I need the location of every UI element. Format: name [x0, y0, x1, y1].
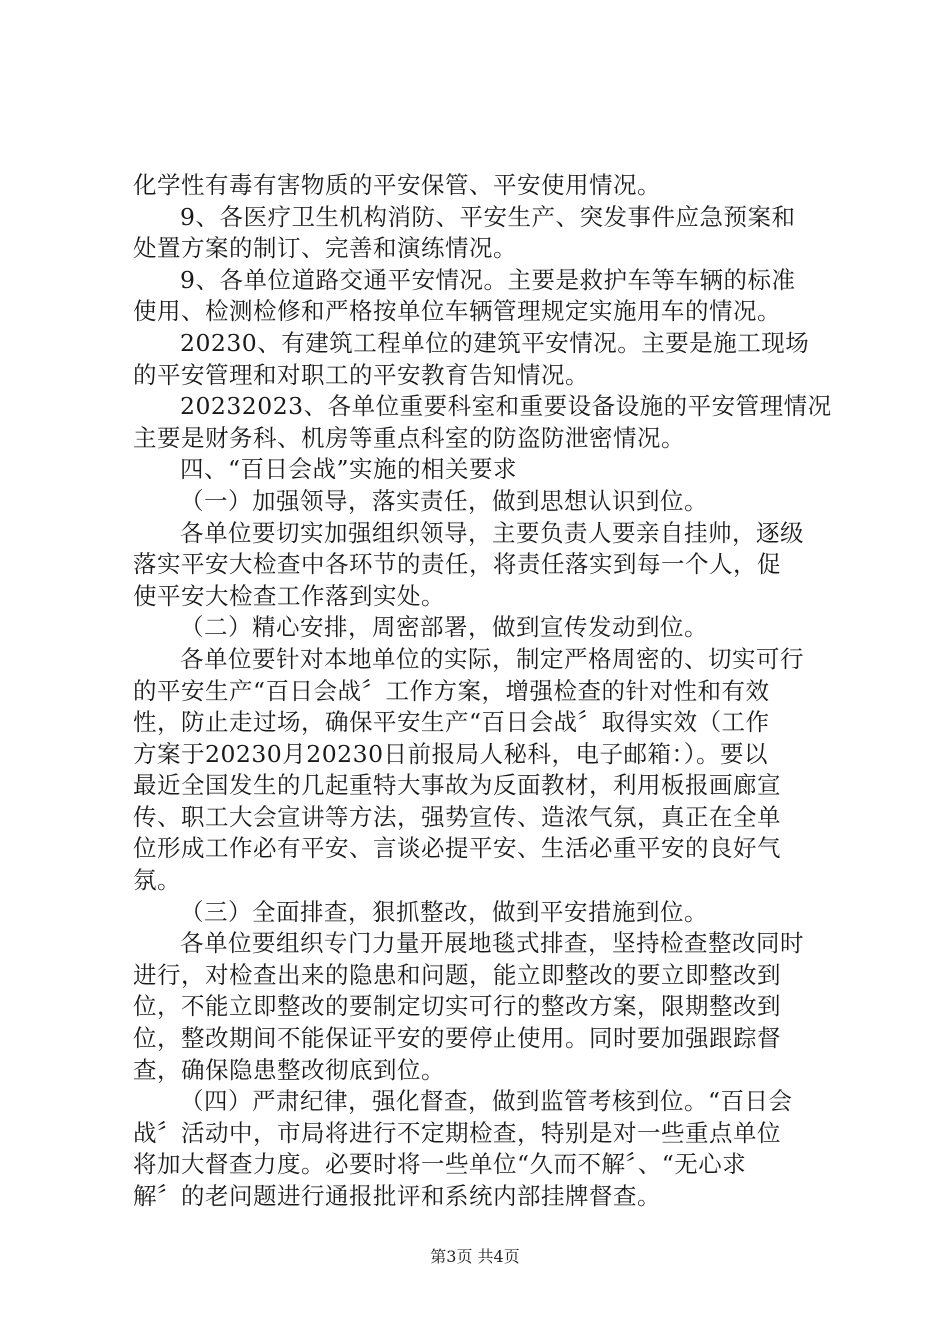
- text-line: 化学性有毒有害物质的平安保管、平安使用情况。: [133, 171, 661, 199]
- text-line: 氛。: [133, 866, 181, 895]
- text-line: 性，防止走过场，确保平安生产“百日会战〞取得实效（工作: [133, 708, 770, 737]
- text-line: 落实平安大检查中各环节的责任，将责任落实到每一个人，促: [133, 550, 781, 579]
- text-line: 处置方案的制订、完善和演练情况。: [133, 234, 517, 263]
- text-line: 各单位要组织专门力量开展地毯式排查，坚持检查整改同时: [180, 929, 804, 958]
- text-line: 传、职工大会宣讲等方法，强势宣传、造浓气氛，真正在全单: [133, 802, 781, 831]
- text-line: 最近全国发生的几起重特大事故为反面教材，利用板报画廊宣: [133, 771, 781, 800]
- text-line: 的平安管理和对职工的平安教育告知情况。: [133, 360, 589, 389]
- text-line: 战〞活动中，市局将进行不定期检查，特别是对一些重点单位: [133, 1118, 781, 1147]
- text-line: 使平安大检查工作落到实处。: [133, 581, 445, 610]
- text-line: （二）精心安排，周密部署，做到宣传发动到位。: [180, 613, 708, 642]
- text-line: 四、“百日会战”实施的相关要求: [180, 455, 518, 484]
- text-line: 20232023、各单位重要科室和重要设备设施的平安管理情况: [180, 392, 832, 421]
- text-line: 方案于20230月20230日前报局人秘科，电子邮箱：）。要以: [133, 739, 769, 768]
- text-line: 9、各医疗卫生机构消防、平安生产、突发事件应急预案和: [180, 202, 796, 231]
- text-line: 20230、有建筑工程单位的建筑平安情况。主要是施工现场: [180, 328, 810, 357]
- text-line: （一）加强领导，落实责任，做到思想认识到位。: [180, 486, 708, 515]
- text-line: 位，整改期间不能保证平安的要停止使用。同时要加强跟踪督: [133, 1024, 781, 1053]
- text-line: 查，确保隐患整改彻底到位。: [133, 1055, 445, 1084]
- text-line: 进行，对检查出来的隐患和问题，能立即整改的要立即整改到: [133, 960, 781, 989]
- text-line: 使用、检测检修和严格按单位车辆管理规定实施用车的情况。: [133, 297, 781, 326]
- text-line: 各单位要切实加强组织领导，主要负责人要亲自挂帅，逐级: [180, 518, 804, 547]
- text-line: （四）严肃纪律，强化督查，做到监管考核到位。“百日会: [180, 1087, 793, 1116]
- text-line: 解〞的老问题进行通报批评和系统内部挂牌督查。: [133, 1182, 661, 1210]
- text-line: 9、各单位道路交通平安情况。主要是救护车等车辆的标准: [180, 265, 796, 294]
- text-line: 主要是财务科、机房等重点科室的防盗防泄密情况。: [133, 423, 685, 452]
- text-line: 将加大督查力度。必要时将一些单位“久而不解〞、“无心求: [133, 1150, 747, 1179]
- text-line: 位，不能立即整改的要制定切实可行的整改方案，限期整改到: [133, 992, 781, 1021]
- page-footer: 第3页 共4页: [430, 1247, 520, 1266]
- text-line: （三）全面排查，狠抓整改，做到平安措施到位。: [180, 897, 708, 926]
- text-line: 各单位要针对本地单位的实际，制定严格周密的、切实可行: [180, 644, 804, 673]
- document-body: [133, 170, 833, 1213]
- text-line: 位形成工作必有平安、言谈必提平安、生活必重平安的良好气: [133, 834, 781, 863]
- text-line: 的平安生产“百日会战〞工作方案，增强检查的针对性和有效: [133, 676, 770, 705]
